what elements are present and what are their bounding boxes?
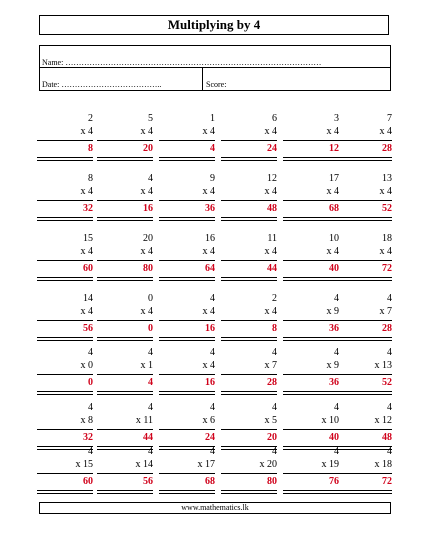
double-underline-bottom [159, 493, 215, 494]
multiplicand: 4 [334, 347, 339, 358]
multiplication-problem [336, 446, 392, 498]
double-underline-bottom [37, 394, 93, 395]
worksheet-title: Multiplying by 4 [39, 15, 389, 35]
answer: 28 [267, 377, 277, 388]
multiplicand: 2 [88, 113, 93, 124]
double-underline-top [37, 217, 93, 218]
double-underline-top [336, 217, 392, 218]
double-underline-bottom [336, 493, 392, 494]
multiplicand: 11 [267, 233, 277, 244]
double-underline-bottom [159, 220, 215, 221]
answer-line [159, 374, 215, 375]
multiplier: x 12 [374, 415, 392, 426]
double-underline-bottom [159, 394, 215, 395]
double-underline-bottom [283, 340, 339, 341]
answer-line [221, 200, 277, 201]
double-underline-top [283, 337, 339, 338]
date-score-row [40, 68, 390, 90]
multiplier: x 18 [374, 459, 392, 470]
answer: 20 [267, 432, 277, 443]
multiplier: x 4 [379, 126, 392, 137]
multiplication-problem [336, 233, 392, 285]
multiplicand: 17 [329, 173, 339, 184]
double-underline-top [37, 490, 93, 491]
double-underline-top [37, 277, 93, 278]
answer-line [221, 320, 277, 321]
double-underline-bottom [283, 493, 339, 494]
multiplicand: 4 [387, 402, 392, 413]
double-underline-top [159, 157, 215, 158]
multiplicand: 4 [88, 402, 93, 413]
answer-line [283, 429, 339, 430]
answer: 32 [83, 203, 93, 214]
multiplier: x 4 [264, 246, 277, 257]
answer: 76 [329, 476, 339, 487]
multiplier: x 4 [264, 186, 277, 197]
answer: 28 [382, 323, 392, 334]
multiplication-problem [37, 293, 93, 345]
multiplicand: 13 [382, 173, 392, 184]
answer: 52 [382, 377, 392, 388]
multiplicand: 4 [210, 293, 215, 304]
multiplication-problem [159, 293, 215, 345]
answer-line [336, 374, 392, 375]
answer: 64 [205, 263, 215, 274]
multiplicand: 4 [272, 347, 277, 358]
multiplication-problem [283, 233, 339, 285]
double-underline-bottom [283, 220, 339, 221]
double-underline-top [159, 391, 215, 392]
double-underline-top [159, 217, 215, 218]
multiplicand: 14 [83, 293, 93, 304]
multiplicand: 4 [88, 347, 93, 358]
double-underline-top [336, 277, 392, 278]
website-footer: www.mathematics.lk [39, 502, 391, 514]
answer: 28 [382, 143, 392, 154]
multiplier: x 7 [379, 306, 392, 317]
double-underline-top [97, 337, 153, 338]
double-underline-bottom [283, 280, 339, 281]
multiplication-problem [221, 173, 277, 225]
answer-line [283, 260, 339, 261]
multiplication-problem [37, 173, 93, 225]
answer-line [97, 260, 153, 261]
double-underline-bottom [283, 160, 339, 161]
multiplication-problem [221, 233, 277, 285]
double-underline-top [283, 277, 339, 278]
multiplier: x 4 [140, 126, 153, 137]
multiplication-problem [336, 293, 392, 345]
multiplication-problem [221, 446, 277, 498]
answer-line [283, 473, 339, 474]
double-underline-top [37, 157, 93, 158]
double-underline-top [97, 391, 153, 392]
answer: 48 [267, 203, 277, 214]
double-underline-top [336, 157, 392, 158]
multiplicand: 4 [148, 173, 153, 184]
multiplication-problem [37, 113, 93, 165]
multiplier: x 4 [379, 246, 392, 257]
double-underline-bottom [37, 220, 93, 221]
answer: 36 [329, 377, 339, 388]
multiplier: x 0 [80, 360, 93, 371]
answer-line [283, 140, 339, 141]
multiplicand: 4 [148, 402, 153, 413]
answer: 48 [382, 432, 392, 443]
double-underline-bottom [221, 394, 277, 395]
double-underline-bottom [283, 394, 339, 395]
answer-line [221, 429, 277, 430]
answer-line [221, 374, 277, 375]
multiplier: x 5 [264, 415, 277, 426]
answer: 12 [329, 143, 339, 154]
double-underline-top [221, 391, 277, 392]
double-underline-top [159, 490, 215, 491]
answer-line [159, 200, 215, 201]
multiplicand: 9 [210, 173, 215, 184]
multiplication-problem [283, 446, 339, 498]
answer-line [97, 473, 153, 474]
answer-line [159, 260, 215, 261]
multiplicand: 4 [387, 446, 392, 457]
multiplicand: 4 [210, 402, 215, 413]
multiplier: x 14 [135, 459, 153, 470]
double-underline-bottom [336, 160, 392, 161]
double-underline-top [97, 217, 153, 218]
multiplicand: 4 [272, 446, 277, 457]
answer-line [37, 320, 93, 321]
multiplier: x 19 [321, 459, 339, 470]
answer: 68 [329, 203, 339, 214]
double-underline-top [221, 277, 277, 278]
multiplication-problem [283, 173, 339, 225]
double-underline-bottom [97, 493, 153, 494]
double-underline-top [37, 337, 93, 338]
multiplicand: 1 [210, 113, 215, 124]
multiplier: x 9 [326, 360, 339, 371]
multiplication-problem [37, 347, 93, 399]
answer-line [97, 200, 153, 201]
name-row [40, 46, 390, 68]
problem-grid [37, 113, 393, 493]
answer: 8 [88, 143, 93, 154]
double-underline-top [336, 490, 392, 491]
double-underline-top [37, 391, 93, 392]
double-underline-bottom [221, 493, 277, 494]
multiplier: x 4 [264, 306, 277, 317]
double-underline-top [336, 391, 392, 392]
double-underline-bottom [37, 340, 93, 341]
answer: 72 [382, 263, 392, 274]
multiplier: x 15 [75, 459, 93, 470]
multiplication-problem [159, 446, 215, 498]
double-underline-bottom [37, 280, 93, 281]
double-underline-bottom [97, 340, 153, 341]
answer: 60 [83, 263, 93, 274]
double-underline-bottom [221, 160, 277, 161]
multiplier: x 1 [140, 360, 153, 371]
answer-line [283, 200, 339, 201]
answer-line [37, 429, 93, 430]
answer-line [336, 320, 392, 321]
answer-line [336, 200, 392, 201]
multiplication-problem [221, 113, 277, 165]
multiplicand: 4 [387, 347, 392, 358]
multiplier: x 4 [202, 306, 215, 317]
answer: 24 [267, 143, 277, 154]
multiplier: x 4 [264, 126, 277, 137]
multiplicand: 2 [272, 293, 277, 304]
multiplier: x 4 [80, 126, 93, 137]
multiplicand: 8 [88, 173, 93, 184]
answer-line [97, 429, 153, 430]
answer-line [97, 320, 153, 321]
double-underline-top [283, 157, 339, 158]
answer-line [97, 374, 153, 375]
answer: 36 [329, 323, 339, 334]
multiplier: x 4 [379, 186, 392, 197]
multiplier: x 4 [140, 246, 153, 257]
double-underline-top [283, 391, 339, 392]
double-underline-top [221, 157, 277, 158]
multiplier: x 6 [202, 415, 215, 426]
multiplicand: 18 [382, 233, 392, 244]
answer: 44 [143, 432, 153, 443]
double-underline-bottom [336, 340, 392, 341]
double-underline-bottom [97, 220, 153, 221]
multiplicand: 5 [148, 113, 153, 124]
multiplier: x 4 [202, 360, 215, 371]
double-underline-bottom [37, 493, 93, 494]
answer-line [221, 260, 277, 261]
answer-line [97, 140, 153, 141]
answer: 40 [329, 263, 339, 274]
double-underline-bottom [97, 280, 153, 281]
double-underline-bottom [336, 280, 392, 281]
answer: 20 [143, 143, 153, 154]
multiplicand: 4 [148, 446, 153, 457]
double-underline-top [97, 277, 153, 278]
score-field[interactable]: Score: [206, 80, 227, 89]
answer: 16 [143, 203, 153, 214]
multiplier: x 9 [326, 306, 339, 317]
multiplier: x 4 [202, 126, 215, 137]
answer: 60 [83, 476, 93, 487]
multiplication-problem [159, 347, 215, 399]
answer: 8 [272, 323, 277, 334]
answer: 52 [382, 203, 392, 214]
double-underline-top [221, 337, 277, 338]
multiplier: x 4 [140, 186, 153, 197]
answer-line [336, 140, 392, 141]
answer: 80 [143, 263, 153, 274]
answer: 72 [382, 476, 392, 487]
answer-line [37, 374, 93, 375]
multiplication-problem [97, 347, 153, 399]
multiplication-problem [97, 293, 153, 345]
multiplication-problem [97, 446, 153, 498]
answer: 16 [205, 377, 215, 388]
double-underline-bottom [159, 160, 215, 161]
answer: 16 [205, 323, 215, 334]
multiplicand: 0 [148, 293, 153, 304]
answer-line [221, 473, 277, 474]
multiplicand: 4 [210, 446, 215, 457]
answer-line [37, 140, 93, 141]
multiplicand: 15 [83, 233, 93, 244]
answer: 56 [83, 323, 93, 334]
multiplicand: 4 [88, 446, 93, 457]
multiplier: x 4 [80, 306, 93, 317]
multiplication-problem [97, 173, 153, 225]
student-info-box [39, 45, 391, 91]
multiplier: x 8 [80, 415, 93, 426]
multiplicand: 4 [334, 402, 339, 413]
answer: 80 [267, 476, 277, 487]
answer-line [37, 200, 93, 201]
answer-line [221, 140, 277, 141]
answer: 4 [210, 143, 215, 154]
double-underline-bottom [221, 220, 277, 221]
double-underline-bottom [221, 280, 277, 281]
double-underline-top [97, 157, 153, 158]
answer: 36 [205, 203, 215, 214]
double-underline-bottom [336, 220, 392, 221]
multiplier: x 4 [326, 186, 339, 197]
multiplication-problem [97, 113, 153, 165]
multiplication-problem [283, 293, 339, 345]
multiplication-problem [37, 446, 93, 498]
multiplicand: 7 [387, 113, 392, 124]
multiplier: x 4 [326, 246, 339, 257]
answer: 68 [205, 476, 215, 487]
double-underline-bottom [97, 160, 153, 161]
multiplicand: 4 [148, 347, 153, 358]
answer: 0 [148, 323, 153, 334]
multiplier: x 4 [202, 246, 215, 257]
answer-line [336, 473, 392, 474]
answer: 40 [329, 432, 339, 443]
multiplication-problem [221, 293, 277, 345]
double-underline-bottom [37, 160, 93, 161]
double-underline-bottom [221, 340, 277, 341]
multiplicand: 6 [272, 113, 277, 124]
answer-line [336, 260, 392, 261]
double-underline-top [221, 490, 277, 491]
multiplier: x 4 [326, 126, 339, 137]
multiplicand: 10 [329, 233, 339, 244]
double-underline-top [159, 277, 215, 278]
multiplicand: 4 [334, 293, 339, 304]
multiplier: x 7 [264, 360, 277, 371]
answer: 4 [148, 377, 153, 388]
answer-line [37, 473, 93, 474]
multiplicand: 12 [267, 173, 277, 184]
double-underline-bottom [159, 340, 215, 341]
date-cell [40, 68, 203, 90]
double-underline-top [97, 490, 153, 491]
multiplier: x 11 [135, 415, 153, 426]
answer: 0 [88, 377, 93, 388]
double-underline-top [221, 217, 277, 218]
multiplication-problem [283, 347, 339, 399]
multiplicand: 4 [210, 347, 215, 358]
multiplier: x 4 [80, 246, 93, 257]
multiplication-problem [336, 173, 392, 225]
double-underline-top [283, 490, 339, 491]
answer: 32 [83, 432, 93, 443]
multiplier: x 4 [80, 186, 93, 197]
multiplicand: 16 [205, 233, 215, 244]
answer: 44 [267, 263, 277, 274]
answer-line [159, 429, 215, 430]
multiplicand: 4 [272, 402, 277, 413]
multiplication-problem [159, 113, 215, 165]
double-underline-top [283, 217, 339, 218]
date-field[interactable]: Date: ……………………………….. [42, 80, 162, 89]
double-underline-bottom [336, 394, 392, 395]
multiplication-problem [159, 233, 215, 285]
multiplication-problem [37, 233, 93, 285]
multiplier: x 4 [140, 306, 153, 317]
double-underline-bottom [159, 280, 215, 281]
multiplication-problem [97, 233, 153, 285]
multiplication-problem [221, 347, 277, 399]
multiplier: x 13 [374, 360, 392, 371]
answer-line [159, 473, 215, 474]
multiplication-problem [159, 173, 215, 225]
multiplier: x 10 [321, 415, 339, 426]
multiplicand: 3 [334, 113, 339, 124]
multiplication-problem [283, 113, 339, 165]
multiplier: x 20 [259, 459, 277, 470]
name-field[interactable]: Name: …………………………………………………………………………………… [42, 58, 322, 67]
answer-line [283, 320, 339, 321]
answer: 56 [143, 476, 153, 487]
multiplicand: 4 [334, 446, 339, 457]
multiplication-problem [336, 347, 392, 399]
answer-line [336, 429, 392, 430]
multiplier: x 4 [202, 186, 215, 197]
answer-line [37, 260, 93, 261]
multiplication-problem [336, 113, 392, 165]
multiplicand: 4 [387, 293, 392, 304]
double-underline-bottom [97, 394, 153, 395]
multiplier: x 17 [197, 459, 215, 470]
answer-line [159, 140, 215, 141]
answer-line [283, 374, 339, 375]
double-underline-top [336, 337, 392, 338]
answer: 24 [205, 432, 215, 443]
multiplicand: 20 [143, 233, 153, 244]
answer-line [159, 320, 215, 321]
double-underline-top [159, 337, 215, 338]
